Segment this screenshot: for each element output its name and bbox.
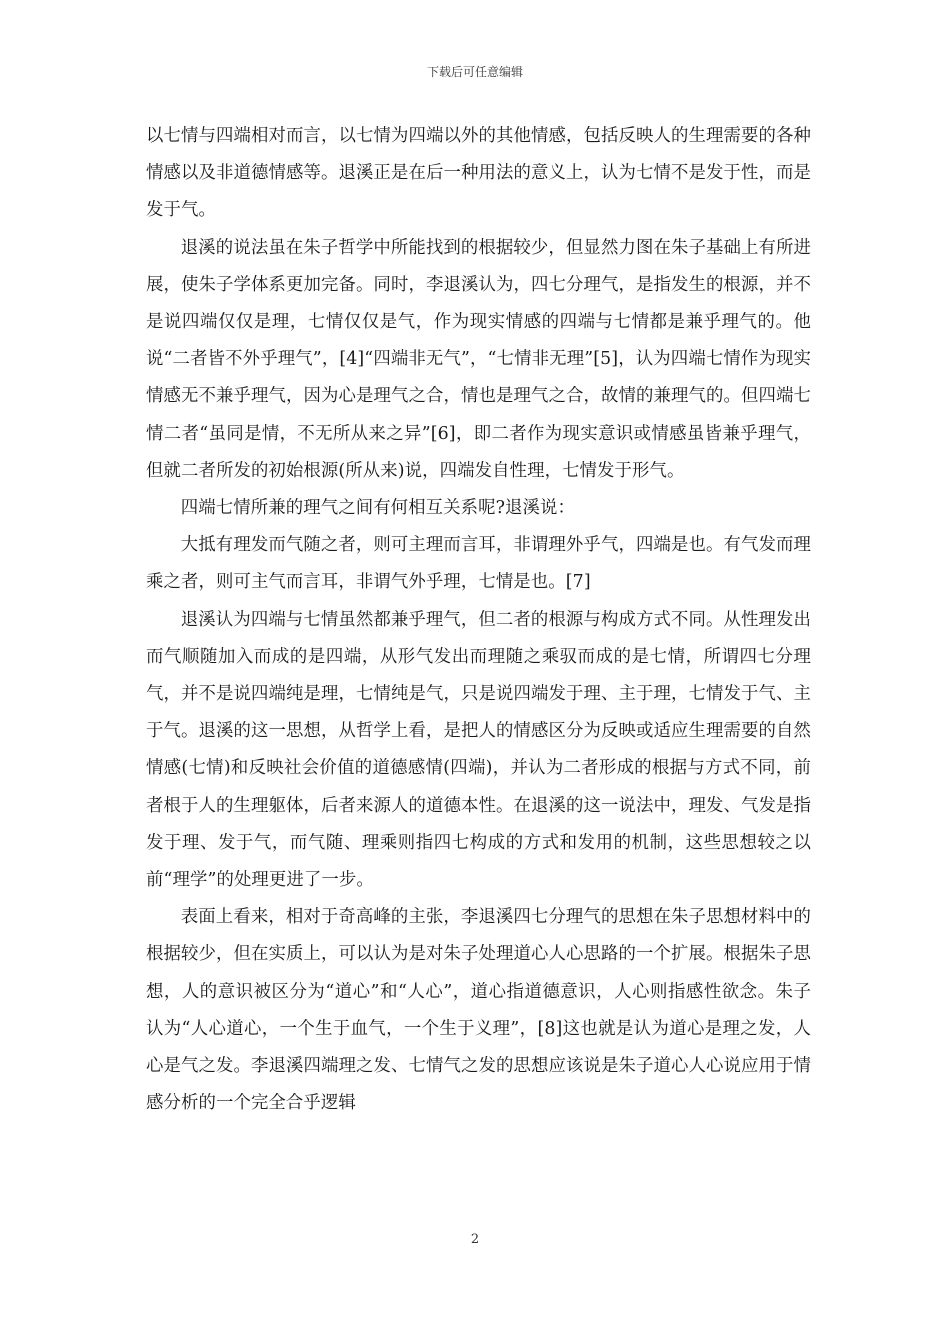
page-number: 2 [470, 1232, 480, 1247]
document-body [146, 118, 811, 1122]
paragraph: 退溪认为四端与七情虽然都兼乎理气，但二者的根源与构成方式不同。从性理发出而气顺随加入而成的是四端，从形气发出而理随之乘驭而成的是七情，所谓四七分理气，并不是说四端纯是理，七情纯是气，只是说四端发于理、主于理，七情发于气、主于气。退溪的这一思想，从哲学上看，是把人的情感区分为反映或适应生理需要的自然情感(七情)和反映社会价值的道德感情(四端)，并认为二者形成的根据与方式不同，前者根于人的生理躯体，后者来源人的道德本性。在退溪的这一说法中，理发、气发是指发于理、发于气，而气随、理乘则指四七构成的方式和发用的机制，这些思想较之以前“理学”的处理更进了一步。 [146, 609, 811, 891]
paragraph: 表面上看来，相对于奇高峰的主张，李退溪四七分理气的思想在朱子思想材料中的根据较少，但在实质上，可以认为是对朱子处理道心人心思路的一个扩展。根据朱子思想，人的意识被区分为“道心”和“人心”，道心指道德意识，人心则指感性欲念。朱子认为“人心道心，一个生于血气，一个生于义理”，[8]这也就是认为道心是理之发，人心是气之发。李退溪四端理之发、七情气之发的思想应该说是朱子道心人心说应用于情感分析的一个完全合乎逻辑 [146, 907, 811, 1114]
paragraph-continued: 以七情与四端相对而言，以七情为四端以外的其他情感，包括反映人的生理需要的各种情感以及非道德情感等。退溪正是在后一种用法的意义上，认为七情不是发于性，而是发于气。 [146, 126, 811, 221]
paragraph: 四端七情所兼的理气之间有何相互关系呢?退溪说： [180, 498, 576, 519]
quote-paragraph: 大抵有理发而气随之者，则可主理而言耳，非谓理外乎气，四端是也。有气发而理乘之者，则可主气而言耳，非谓气外乎理，七情是也。[7] [146, 535, 811, 593]
page-header: 下载后可任意编辑 [426, 65, 523, 79]
paragraph: 退溪的说法虽在朱子哲学中所能找到的根据较少，但显然力图在朱子基础上有所进展，使朱子学体系更加完备。同时，李退溪认为，四七分理气，是指发生的根源，并不是说四端仅仅是理，七情仅仅是气，作为现实情感的四端与七情都是兼乎理气的。他说“二者皆不外乎理气”，[4]“四端非无气”，“七情非无理”[5]，认为四端七情作为现实情感无不兼乎理气，因为心是理气之合，情也是理气之合，故情的兼理气的。但四端七情二者“虽同是情，不无所从来之异”[6]，即二者作为现实意识或情感虽皆兼乎理气，但就二者所发的初始根源(所从来)说，四端发自性理，七情发于形气。 [146, 237, 811, 481]
